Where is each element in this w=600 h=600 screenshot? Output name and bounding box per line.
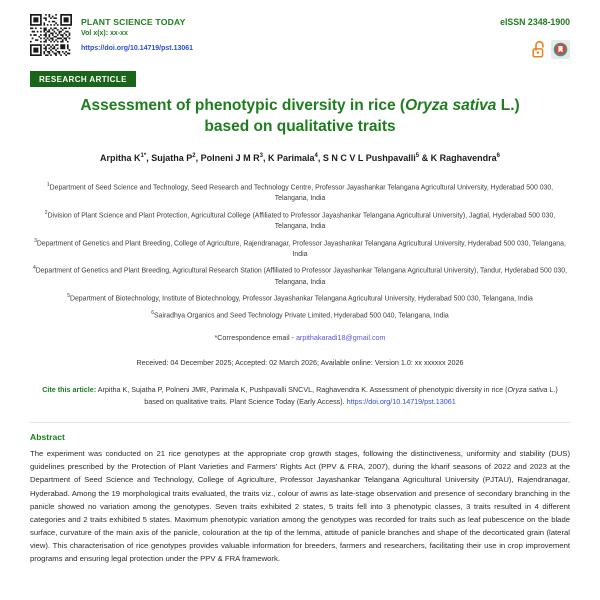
author: Polneni J M $R^3$, [200, 153, 268, 163]
citation-block [30, 384, 570, 407]
eissn-label: eISSN 2348-1900 [500, 17, 570, 27]
dates-line: Received: 04 December 2025; Accepted: 02 March 2026; Available online: Version 1.0: xx xxxxxx 2026 [136, 358, 464, 368]
author: Sujatha $P^2$, [151, 153, 201, 163]
crossmark-icon[interactable] [551, 40, 570, 59]
header-doi-link[interactable]: https://doi.org/10.14719/pst.13061 [81, 45, 194, 52]
citation-doi-link[interactable]: https://doi.org/10.14719/pst.13061 [346, 396, 456, 406]
affiliations-block [30, 180, 570, 321]
author: K Raghavendra$^6$ [430, 153, 500, 163]
affiliation: $^2$Division of Plant Science and Plant Protection, Agricultural College (Affiliated to Professor Jayashankar Telangana Agricultural University), Jagtial, Hyderabad 500 030, Telangana, India [44, 209, 556, 231]
authors-line [30, 153, 570, 163]
journal-header [30, 14, 570, 59]
abstract-text: The experiment was conducted on 21 rice genotypes at the appropriate crop growth stages, following the distinctiveness, uniformity and stability (DUS) guidelines prescribed by the Protection of Plant Varieties and Farmers' Rights Act (PPV & FRA, 2007), during the kharif seasons of 2022 and 2023 at the Department of Seed Science and Technology, College of Agriculture, Professor Jayashankar Telangana Agricultural University (PJTAU), Rajendranagar, Hyderabad. Among the 19 morphological traits evaluated, the traits viz., colour of awns as late-stage observation and presence of secondary branching in the panicle showed no variation among the genotypes. Seven traits exhibited 2 states, 5 traits fell into 3 phenotypic classes, 3 traits resulted in 4 different categories and 2 traits exhibited 5 states. Maximum phenotypic variation among the genotypes was recorded for traits such as leaf pubescence on the blade surface, curvature of the main axis of the panicle, colouration at the tip of the lemma, attitude of panicle branches and shape of the decorticated grain (lateral view). This characterisation of rice genotypes provides valuable information for breeders, farmers and researchers, facilitating their use in crop improvement programs and ensuring legal protection under the PPV & FRA framework. [30, 449, 570, 564]
header-right [500, 14, 570, 59]
affiliation: $^1$Department of Seed Science and Technology, Seed Research and Technology Centre, Professor Jayashankar Telangana Agricultural University, Hyderabad 500 030, Telangana, India [46, 182, 554, 203]
open-access-icon [531, 40, 546, 59]
abstract-heading: Abstract [30, 432, 65, 443]
header-icons [500, 40, 570, 59]
qr-code-icon [30, 14, 72, 56]
title-text: Assessment of phenotypic diversity in rice ( [80, 97, 406, 114]
title-line2: based on qualitative traits [204, 118, 396, 135]
citation-text: Arpitha K, Sujatha P, Polneni JMR, Parimala K, Pushpavalli SNCVL, Raghavendra K. Assessment of phenotypic diversity in rice ( [96, 385, 508, 395]
correspondence-label: *Correspondence email - [214, 333, 296, 343]
affiliation: $^6$Sairadhya Organics and Seed Technology Private Limited, Hyderabad 500 040, Telangana, India [151, 309, 449, 320]
article-type-badge: RESEARCH ARTICLE [30, 71, 136, 87]
correspondence-line [30, 333, 570, 342]
volume-info: Vol x(x): xx-xx [81, 30, 128, 37]
author: S N C V L Pushpavalli$^5$ & [322, 153, 431, 163]
journal-name: PLANT SCIENCE TODAY [81, 17, 186, 27]
affiliation: $^3$Department of Genetics and Plant Breeding, College of Agriculture, Rajendranagar, Professor Jayashankar Telangana Agricultural University, Hyderabad 500 030, Telangana, India [34, 237, 566, 258]
author: Arpitha $K^{1*}$, [100, 153, 152, 163]
affiliation: $^5$Department of Biotechnology, Institute of Biotechnology, Professor Jayashankar Telangana Agricultural University, Hyderabad 500 030, Telangana, India [67, 293, 533, 303]
abstract-section [30, 432, 570, 565]
article-title [30, 95, 570, 137]
citation-species-italic: Oryza sativa [507, 385, 548, 395]
cite-this-article-label: Cite this article: [42, 385, 97, 395]
author: K Parimala$^4$, [267, 153, 323, 163]
correspondence-email-link[interactable]: arpithakaradi18@gmail.com [295, 333, 386, 343]
journal-info [81, 14, 193, 55]
citation-text-end: L.) based on qualitative traits. Plant Science Today (Early Access). [144, 385, 558, 406]
affiliation: $^4$Department of Genetics and Plant Breeding, Agricultural Research Station (Affiliated to Professor Jayashankar Telangana Agricultural University), Tandur, Hyderabad 500 030, Telangana, India [32, 265, 568, 286]
section-divider [30, 422, 570, 423]
title-text-end: L.) [496, 97, 520, 114]
title-species-italic: Oryza sativa [405, 97, 497, 114]
